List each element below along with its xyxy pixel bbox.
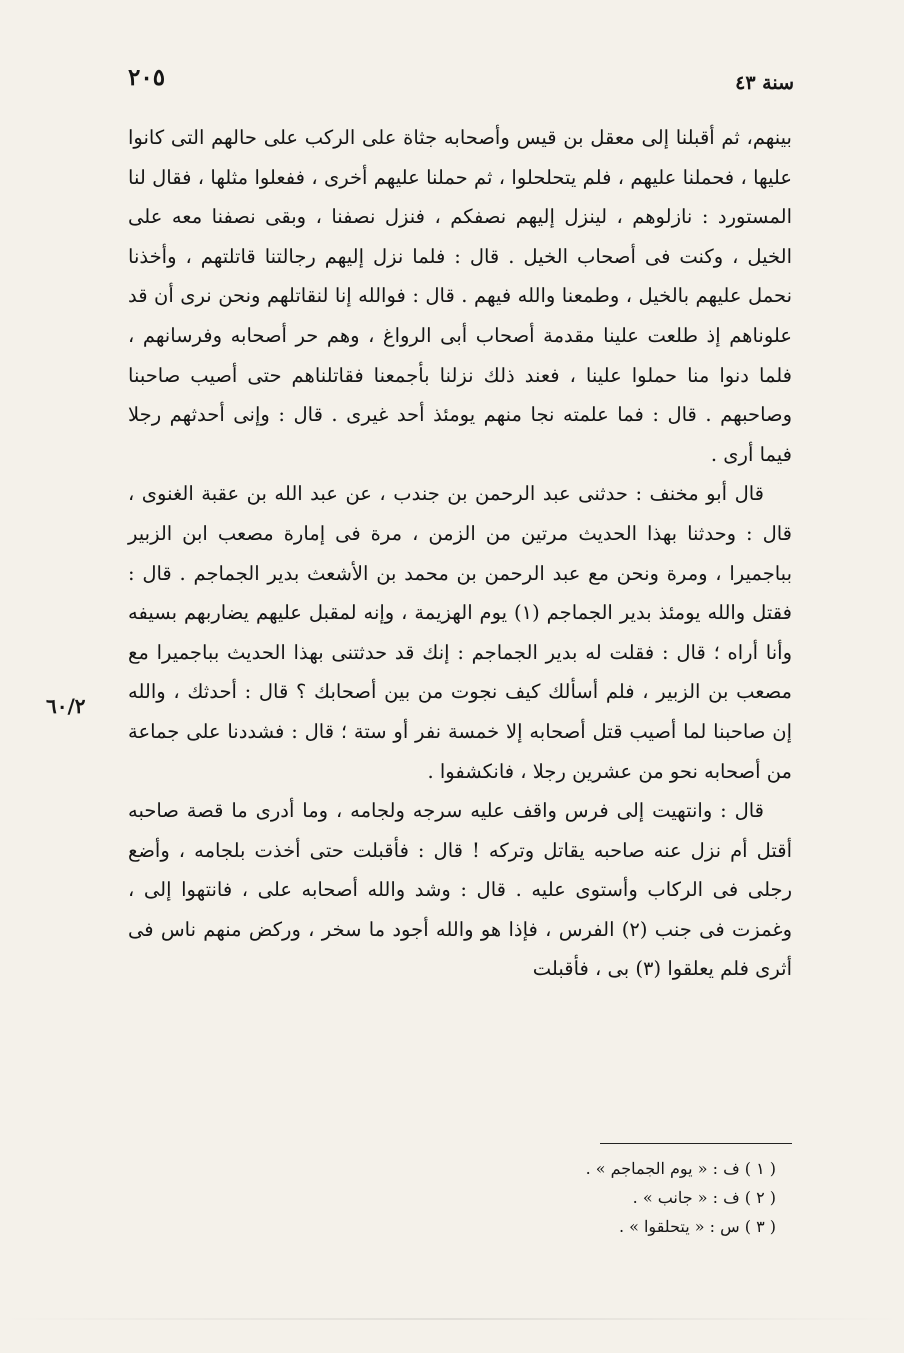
scan-artifact-line (0, 1318, 904, 1320)
page-header (128, 64, 794, 104)
paragraph: بينهم، ثم أقبلنا إلى معقل بن قيس وأصحابه جثاة على الركب على حالهم التى كانوا عليها ، فحملنا عليهم ، فلم يتحلحلوا ، ثم حملنا عليهم أخرى ، ففعلوا مثلها ، فقال لنا المستورد : نازلوهم ، لينزل إليهم نصفكم ، فنزل نصفنا ، وبقى نصفنا معه على الخيل ، وكنت فى أصحاب الخيل . قال : فلما نزل إليهم رجالتنا قاتلتهم ، وأخذنا نحمل عليهم بالخيل ، وطمعنا والله فيهم . قال : فوالله إنا لنقاتلهم ونحن نرى أن قد علوناهم إذ طلعت علينا مقدمة أصحاب أبى الرواغ ، وهم حر أصحابه وفرسانهم ، فلما دنوا منا حملوا علينا ، فعند ذلك نزلنا بأجمعنا فقاتلناهم حتى أصيب صاحبنا وصاحبهم . قال : فما علمته نجا منهم يومئذ أحد غيرى . قال : وإنى أحدثهم رجلا فيما أرى . (128, 126, 792, 466)
main-text (128, 118, 792, 989)
page-number: ٢٠٥ (128, 64, 166, 91)
year-label: سنة ٤٣ (735, 72, 794, 94)
footnote: ( ٣ ) س : « يتحلقوا » . (618, 1217, 776, 1236)
footnotes (496, 1154, 776, 1241)
footnote-divider (600, 1143, 792, 1144)
footnote: ( ٢ ) ف : « جانب » . (632, 1188, 776, 1207)
paragraph: قال : وانتهيت إلى فرس واقف عليه سرجه ولجامه ، وما أدرى ما قصة صاحبه أقتل أم نزل عنه صاحبه يقاتل وتركه ! قال : فأقبلت حتى أخذت بلجامه ، وأضع رجلى فى الركاب وأستوى عليه . قال : وشد والله أصحابه على ، فانتهوا إلى ، وغمزت فى جنب (٢) الفرس ، فإذا هو والله أجود ما سخر ، وركض منهم ناس فى أثرى فلم يعلقوا (٣) بى ، فأقبلت (128, 799, 792, 981)
margin-reference: ٦٠/٢ (46, 694, 86, 718)
paragraph: قال أبو مخنف : حدثنى عبد الرحمن بن جندب ، عن عبد الله بن عقبة الغنوى ، قال : وحدثنا بهذا الحديث مرتين من الزمن ، مرة فى إمارة مصعب ابن الزبير بباجميرا ، ومرة ونحن مع عبد الرحمن بن محمد بن الأشعث بدير الجماجم . قال : فقتل والله يومئذ بدير الجماجم (١) يوم الهزيمة ، وإنه لمقبل عليهم يضاربهم بسيفه وأنا أراه ؛ قال : فقلت له بدير الجماجم : إنك قد حدثتنى بهذا الحديث بباجميرا مع مصعب بن الزبير ، فلم أسألك كيف نجوت من بين أصحابك ؟ قال : أحدثك ، والله إن صاحبنا لما أصيب قتل أصحابه إلا خمسة نفر أو ستة ؛ قال : فشددنا على جماعة من أصحابه نحو من عشرين رجلا ، فانكشفوا . (128, 482, 792, 783)
footnote: ( ١ ) ف : « يوم الجماجم » . (585, 1159, 776, 1178)
